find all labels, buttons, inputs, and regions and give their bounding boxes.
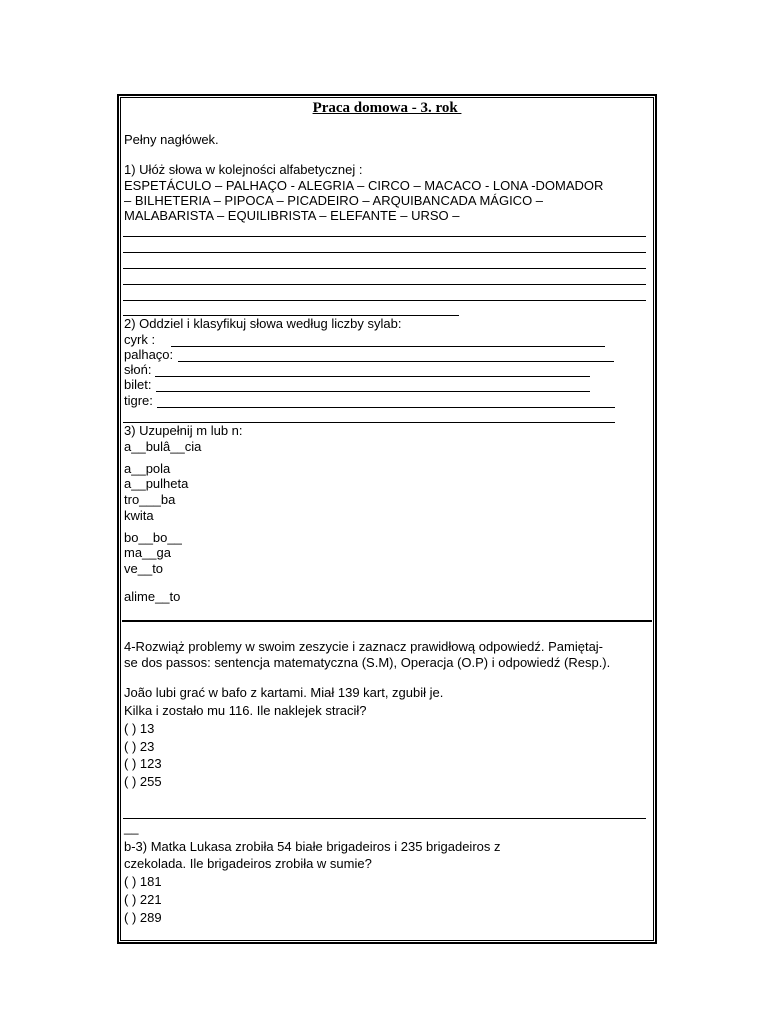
q3-prompt: 3) Uzupełnij m lub n: [124, 423, 243, 438]
answer-line[interactable] [156, 391, 590, 392]
answer-line[interactable] [123, 300, 646, 301]
q2-prompt: 2) Oddziel i klasyfikuj słowa według liczby sylab: [124, 316, 402, 331]
q1-words-line: ESPETÁCULO – PALHAÇO - ALEGRIA – CIRCO – MACACO - LONA -DOMADOR [124, 178, 604, 193]
answer-line[interactable] [178, 361, 614, 362]
q3-item: a__pulheta [124, 476, 189, 491]
q3-item: kwita [124, 508, 154, 523]
q1-words-line: – BILHETERIA – PIPOCA – PICADEIRO – ARQUIBANCADA MÁGICO – [124, 193, 544, 208]
header-note: Pełny nagłówek. [124, 132, 219, 147]
q3-item: bo__bo__ [124, 530, 182, 545]
q4-option[interactable]: ( ) 255 [124, 774, 162, 789]
q4-option[interactable]: ( ) 23 [124, 739, 155, 754]
q3-item: tro___ba [124, 492, 176, 507]
page-title: Praca domowa - 3. rok [312, 100, 462, 116]
q4-problem: Kilka i zostało mu 116. Ile naklejek stracił? [124, 703, 367, 718]
answer-line[interactable] [155, 376, 590, 377]
q2-row-label: tigre: [124, 393, 153, 408]
q5-option[interactable]: ( ) 289 [124, 910, 162, 925]
q3-item: ma__ga [124, 545, 171, 560]
q2-row-label: cyrk : [124, 332, 156, 347]
answer-line[interactable] [123, 818, 646, 819]
answer-line[interactable] [123, 236, 646, 237]
answer-line[interactable] [123, 252, 646, 253]
q5-option[interactable]: ( ) 181 [124, 874, 162, 889]
q4-option[interactable]: ( ) 13 [124, 721, 155, 736]
q1-prompt: 1) Ułóż słowa w kolejności alfabetycznej : [124, 162, 363, 177]
q3-item: a__pola [124, 461, 171, 476]
q4-prompt: 4-Rozwiąż problemy w swoim zeszycie i zaznacz prawidłową odpowiedź. Pamiętaj- [124, 639, 604, 654]
q3-item: alime__to [124, 589, 181, 604]
q4-prompt: se dos passos: sentencja matematyczna (S.M), Operacja (O.P) i odpowiedź (Resp.). [124, 655, 611, 670]
answer-line[interactable] [157, 407, 615, 408]
q4-problem: João lubi grać w bafo z kartami. Miał 139 kart, zgubił je. [124, 685, 444, 700]
q2-row-label: palhaço: [124, 347, 174, 362]
q4-option[interactable]: ( ) 123 [124, 756, 162, 771]
q1-words-line: MALABARISTA – EQUILIBRISTA – ELEFANTE – URSO – [124, 208, 460, 223]
q3-item: ve__to [124, 561, 164, 576]
answer-line[interactable] [171, 346, 605, 347]
q5-problem: b-3) Matka Lukasa zrobiła 54 białe brigadeiros i 235 brigadeiros z [124, 839, 501, 854]
answer-line[interactable] [123, 268, 646, 269]
q5-problem: czekolada. Ile brigadeiros zrobiła w sumie? [124, 856, 372, 871]
q3-item: a__bulâ__cia [124, 439, 202, 454]
answer-line-tail: __ [124, 820, 139, 835]
q2-row-label: słoń: [124, 362, 152, 377]
answer-line[interactable] [123, 284, 646, 285]
section-divider [122, 620, 652, 622]
q5-option[interactable]: ( ) 221 [124, 892, 162, 907]
q2-row-label: bilet: [124, 377, 152, 392]
